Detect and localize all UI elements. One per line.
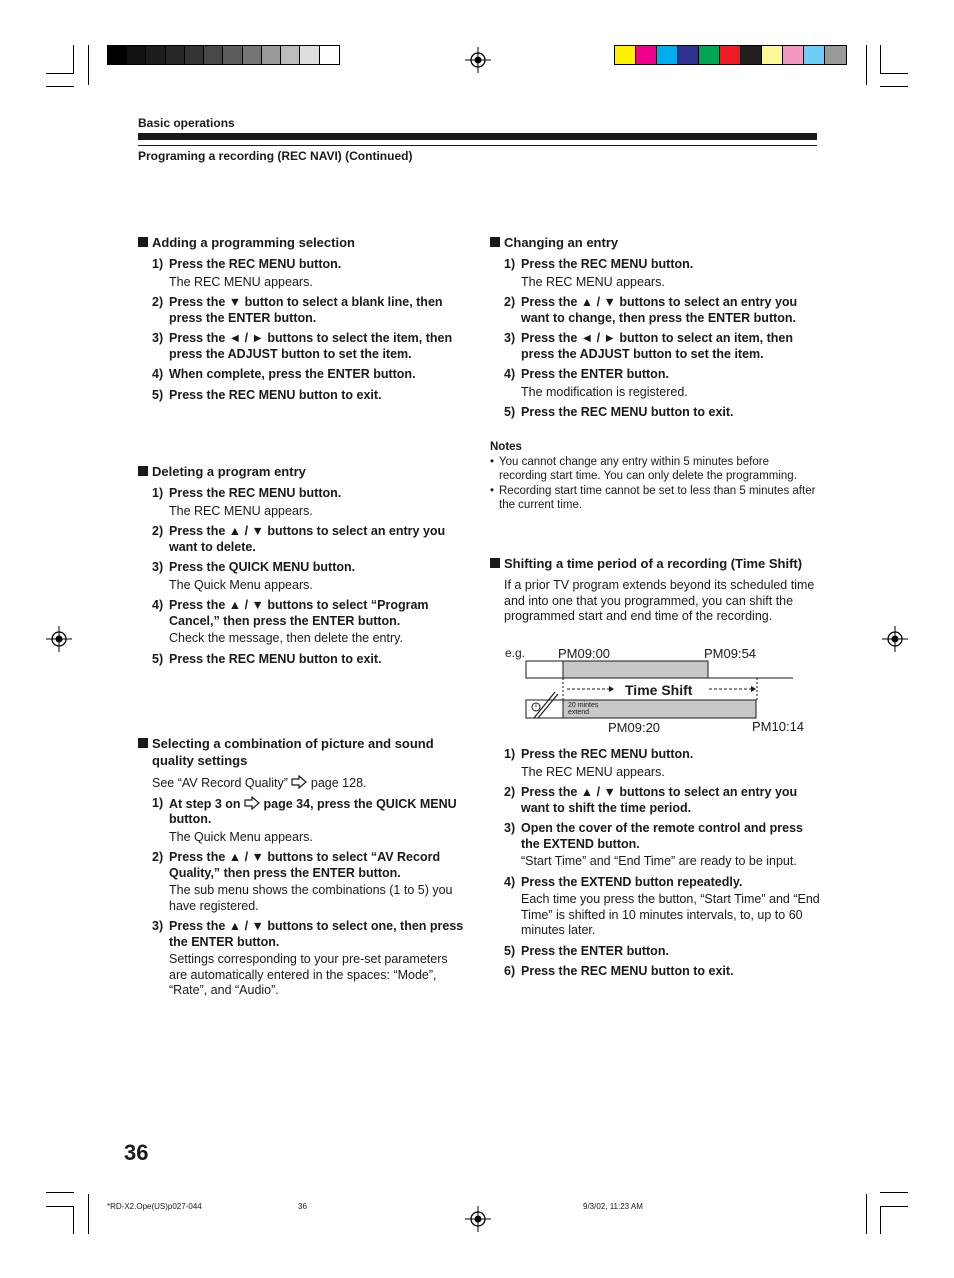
step-item: 1) Press the REC MENU button. The REC MENU appears.: [152, 486, 342, 518]
step-item: 3) Press the ◄ / ► buttons to select the item, then press the ADJUST button to set the item.: [152, 331, 453, 361]
color-swatch: [300, 46, 319, 64]
intro-text: If a prior TV program extends beyond its scheduled time and into one that you programmed, you can shift the programmed start and end time of the recording.: [504, 578, 815, 623]
step-item: 3) Open the cover of the remote control and press the EXTEND button. “Start Time” and “End Time” are ready to be input.: [504, 821, 804, 868]
color-swatch: [657, 46, 678, 64]
color-swatch: [825, 46, 846, 64]
crop-mark: [46, 86, 74, 87]
color-swatch: [783, 46, 804, 64]
crop-mark: [88, 1194, 89, 1234]
section-title: Deleting a program entry: [138, 463, 468, 480]
crop-mark: [46, 1192, 74, 1193]
section-title: Selecting a combination of picture and sound quality settings: [138, 735, 468, 769]
crop-mark: [880, 45, 881, 73]
start-time-original: PM09:00: [558, 646, 611, 661]
color-swatch: [678, 46, 699, 64]
crop-mark: [73, 1206, 74, 1234]
crop-mark: [46, 1206, 74, 1207]
end-time-original: PM09:54: [704, 646, 757, 661]
step-item: 2) Press the ▲ / ▼ buttons to select “AV Record Quality,” then press the ENTER button. The sub menu shows the combinations (1 to 5) you have registered.: [152, 850, 453, 913]
step-item: 3) Press the QUICK MENU button. The Quick Menu appears.: [152, 560, 356, 592]
crop-mark: [880, 1192, 908, 1193]
grayscale-color-bar: [107, 45, 340, 65]
color-swatch: [804, 46, 825, 64]
process-color-bar: [614, 45, 847, 65]
crop-mark: [880, 86, 908, 87]
section-changing: [490, 234, 820, 421]
note-item: • You cannot change any entry within 5 minutes before recording start time. You can only delete the programming.: [490, 455, 797, 482]
color-swatch: [615, 46, 636, 64]
section-title: Adding a programming selection: [138, 234, 468, 251]
color-swatch: [762, 46, 783, 64]
color-swatch: [185, 46, 204, 64]
color-swatch: [127, 46, 146, 64]
section-selecting: [138, 735, 468, 999]
section-header: Basic operations: [138, 116, 235, 130]
step-item: 4) Press the EXTEND button repeatedly. Each time you press the button, “Start Time” and “End Time” is shifted in 10 minutes intervals, to, up to 60 minutes later.: [504, 874, 820, 937]
extend-label: 20 mintes extend: [568, 702, 599, 716]
color-swatch: [166, 46, 185, 64]
crop-mark: [880, 1206, 881, 1234]
color-swatch: [320, 46, 339, 64]
see-reference: See “AV Record Quality” page 128.: [152, 776, 367, 790]
footer-page: 36: [298, 1202, 307, 1211]
crop-mark: [866, 1194, 867, 1234]
step-item: 2) Press the ▼ button to select a blank line, then press the ENTER button.: [152, 295, 443, 325]
color-swatch: [720, 46, 741, 64]
crop-mark: [46, 73, 74, 74]
color-swatch: [262, 46, 281, 64]
right-arrow-icon: [244, 796, 260, 810]
right-arrow-icon: [291, 775, 307, 789]
footer-date: 9/3/02, 11:23 AM: [583, 1202, 643, 1211]
section-shifting: [490, 555, 820, 629]
header-rule: [138, 133, 817, 140]
color-swatch: [108, 46, 127, 64]
step-item: 6) Press the REC MENU button to exit.: [504, 964, 734, 978]
step-item: 1) Press the REC MENU button. The REC MENU appears.: [504, 747, 694, 779]
registration-target-icon: [46, 626, 72, 652]
eg-label: e.g.: [505, 646, 526, 660]
step-item: 1) Press the REC MENU button. The REC MENU appears.: [504, 257, 694, 289]
step-item: 2) Press the ▲ / ▼ buttons to select an entry you want to shift the time period.: [504, 785, 798, 815]
registration-target-icon: [465, 47, 491, 73]
color-swatch: [223, 46, 242, 64]
color-swatch: [281, 46, 300, 64]
header-thin-rule: [138, 145, 817, 146]
color-swatch: [699, 46, 720, 64]
color-swatch: [243, 46, 262, 64]
section-deleting: [138, 463, 468, 667]
step-item: 5) Press the REC MENU button to exit.: [504, 405, 734, 419]
step-item: 5) Press the REC MENU button to exit.: [152, 651, 382, 666]
registration-target-icon: [882, 626, 908, 652]
crop-mark: [866, 45, 867, 85]
step-item: 4) Press the ▲ / ▼ buttons to select “Program Cancel,” then press the ENTER button. Check the message, then delete the entry.: [152, 598, 429, 645]
step-item: 2) Press the ▲ / ▼ buttons to select an entry you want to change, then press the ENTER button.: [504, 295, 798, 325]
note-item: • Recording start time cannot be set to less than 5 minutes after the current time.: [490, 484, 816, 511]
crop-mark: [73, 45, 74, 73]
step-item: 3) Press the ▲ / ▼ buttons to select one, then press the ENTER button. Settings corresponding to your pre-set parameters are automatically entered in the spaces: “Mode”, “Rate”, and “Audio”.: [152, 919, 464, 997]
page-subtitle: Programing a recording (REC NAVI) (Continued): [138, 149, 413, 163]
step-item: 2) Press the ▲ / ▼ buttons to select an entry you want to delete.: [152, 524, 446, 554]
end-time-shifted: PM10:14: [752, 719, 805, 734]
registration-target-icon: [465, 1206, 491, 1232]
color-swatch: [741, 46, 762, 64]
notes-heading: Notes: [490, 441, 522, 453]
color-swatch: [204, 46, 223, 64]
step-item: 3) Press the ◄ / ► button to select an item, then press the ADJUST button to set the item.: [504, 331, 794, 361]
step-item: 4) When complete, press the ENTER button.: [152, 367, 416, 381]
section-shifting-steps: [490, 747, 820, 980]
time-shift-label: Time Shift: [625, 682, 693, 698]
section-title: Shifting a time period of a recording (Time Shift): [490, 555, 820, 572]
step-item: 5) Press the REC MENU button to exit.: [152, 387, 382, 402]
time-shift-diagram: [505, 645, 815, 745]
step-item: 5) Press the ENTER button.: [504, 943, 669, 958]
crop-mark: [880, 1206, 908, 1207]
color-swatch: [636, 46, 657, 64]
footer-file: *RD-X2.Ope(US)p027-044: [107, 1202, 202, 1211]
step-item: 1) Press the REC MENU button. The REC MENU appears.: [152, 257, 342, 289]
color-swatch: [146, 46, 165, 64]
start-time-shifted: PM09:20: [608, 720, 661, 735]
step-item: 4) Press the ENTER button. The modification is registered.: [504, 367, 688, 399]
section-title: Changing an entry: [490, 234, 820, 251]
page-number: 36: [124, 1140, 149, 1165]
crop-mark: [88, 45, 89, 85]
notes-box: [490, 440, 820, 513]
step-item: 1) At step 3 on page 34, press the QUICK MENU button. The Quick Menu appears.: [152, 795, 457, 844]
crop-mark: [880, 73, 908, 74]
section-adding: [138, 234, 468, 403]
